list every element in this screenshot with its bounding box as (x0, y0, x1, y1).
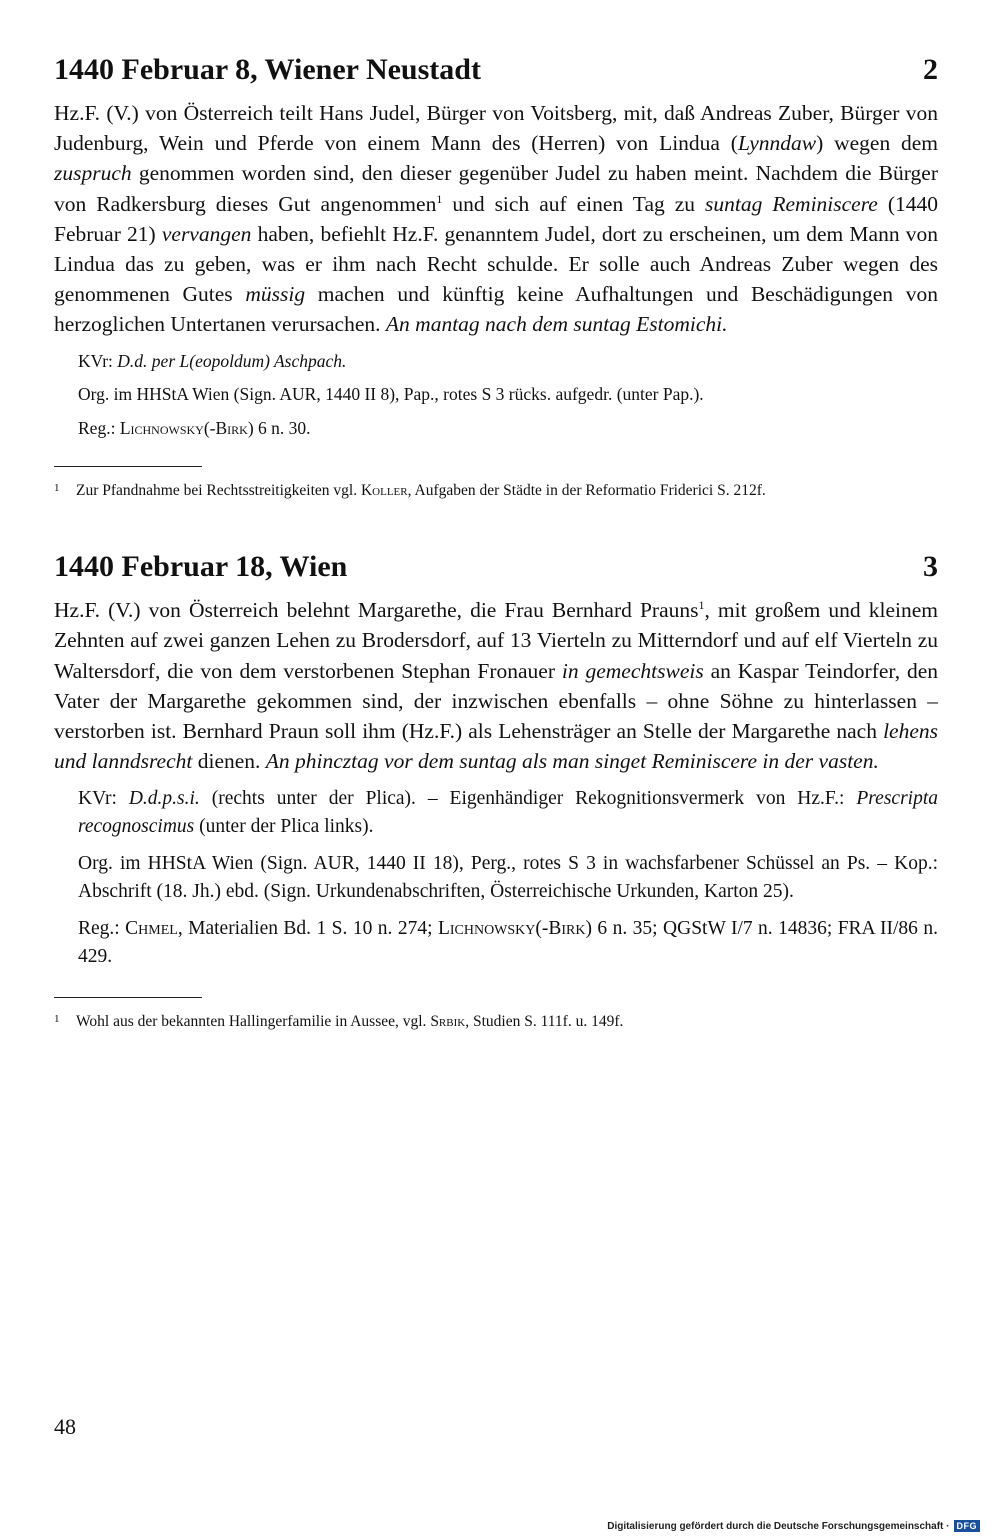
reg-rest: 6 n. 35; QGStW I/7 n. 14836; FRA II/86 n. 429. (78, 918, 938, 968)
text-run: An mantag nach dem suntag Estomichi. (385, 312, 728, 337)
kvr-label: KVr: (78, 788, 129, 810)
digitization-credit (607, 1520, 980, 1532)
text-run: ) wegen dem (816, 131, 939, 156)
text-run: in gemechtsweis (561, 658, 704, 683)
page-number: 48 (54, 1414, 76, 1439)
original-note: Org. im HHStA Wien (Sign. AUR, 1440 II 8), Pap., rotes S 3 rücks. aufgedr. (unter Pap.). (78, 384, 704, 405)
reg-rest: 6 n. 30. (253, 417, 311, 438)
entry-number: 3 (923, 550, 938, 584)
entry-heading (54, 52, 938, 88)
footnote-text (76, 1012, 938, 1032)
kvr-text: (rechts unter der Plica). – Eigenhändiger Rekognitionsvermerk von Hz.F.: (199, 788, 857, 810)
footnote (54, 481, 938, 501)
text-run: haben, befiehlt Hz.F. genanntem Judel, dort zu erscheinen, um dem Mann von Lindua das zu geben, was er ihm nach Recht schulde. Er solle auch Andreas Zuber wegen des genommenen Gutes (54, 221, 938, 307)
footnote-number: 1 (54, 1013, 60, 1026)
footnote-part: , Aufgaben der Städte in der Reformatio Friderici S. 212f. (407, 482, 766, 500)
entry-2 (54, 52, 938, 501)
text-run: vervangen (161, 221, 252, 246)
dfg-logo: DFG (954, 1520, 981, 1532)
reg-rest: , Materialien Bd. 1 S. 10 n. 274; (177, 918, 438, 940)
text-run: dienen. (192, 749, 266, 774)
entry-number: 2 (923, 53, 938, 86)
entry-heading (54, 549, 938, 585)
kvr-note (54, 785, 938, 841)
text-run: an Kaspar Teindorfer, den Vater der Margarethe gekommen sind, der inzwischen ebenfalls – ohne Söhne zu hinterlassen – verstorben ist. Bernhard Praun soll ihm (Hz.F.) als Lehensträger an Stelle der Margarethe nach (54, 658, 938, 743)
footnote-part: Zur Pfandnahme bei Rechtsstreitigkeiten vgl. (76, 482, 361, 500)
text-run: , mit großem und kleinem Zehnten auf zwei ganzen Lehen zu Brodersdorf, auf 13 Vierteln zu Mitterndorf und auf elf Vierteln zu Waltersdorf, die von dem verstorbenen Stephan Fronauer (54, 598, 938, 683)
footnote (54, 1012, 938, 1032)
reg-prefix: Reg.: (78, 918, 126, 940)
entry-date-place: 1440 Februar 18, Wien (54, 550, 348, 584)
kvr-text: D.d. per L(eopoldum) Aschpach. (117, 350, 347, 371)
kvr-text: (unter der Plica links). (194, 816, 374, 838)
footnote-divider (54, 997, 202, 998)
text-run: Hz.F. (V.) von Österreich belehnt Margarethe, die Frau Bernhard Prauns (54, 598, 699, 623)
footnote-text (76, 481, 938, 501)
entry-regest-text (54, 98, 938, 340)
text-run: An phincztag vor dem suntag als man singet Reminiscere in der vasten. (265, 749, 879, 774)
text-run: müssig (245, 282, 306, 307)
footnote-number: 1 (54, 482, 60, 495)
footnote-ref: 1 (698, 597, 705, 612)
credit-text: Digitalisierung gefördert durch die Deutsche Forschungsgemeinschaft · (607, 1520, 950, 1532)
document-page (54, 52, 938, 1032)
footnote-author: Koller (360, 482, 408, 500)
text-run: machen und künftig keine Aufhaltungen und Beschädigungen von herzoglichen Untertanen verursachen. (54, 282, 938, 337)
text-run: suntag Reminiscere (705, 191, 878, 216)
text-run: und sich auf einen Tag zu (442, 191, 706, 216)
entry-3 (54, 549, 938, 1032)
original-note: Org. im HHStA Wien (Sign. AUR, 1440 II 18), Perg., rotes S 3 in wachsfarbener Schüssel an Ps. – Kop.: Abschrift (18. Jh.) ebd. (Sign. Urkundenabschriften, Österreichische Urkunden, Karton 25). (78, 853, 938, 903)
footnote-part: , Studien S. 111f. u. 149f. (465, 1013, 624, 1031)
kvr-text: Prescripta recognoscimus (78, 788, 938, 838)
reg-prefix: Reg.: (78, 417, 120, 438)
entry-regest-text (54, 595, 938, 776)
regest-note (54, 915, 938, 971)
kvr-text: D.d.p.s.i. (128, 788, 200, 810)
footnote-divider (54, 466, 202, 467)
text-run: Lynndaw (737, 131, 817, 156)
footnote-author: Srbik (430, 1013, 466, 1031)
reg-author: Lichnowsky(-Birk) (437, 918, 592, 940)
reg-author: Lichnowsky(-Birk) (119, 417, 254, 438)
text-run: zuspruch (54, 161, 132, 186)
kvr-label: KVr: (78, 350, 113, 371)
entry-date-place: 1440 Februar 8, Wiener Neustadt (54, 53, 481, 86)
regest-note (54, 416, 938, 441)
text-run: (1440 Februar 21) (54, 191, 938, 246)
footnote-ref: 1 (436, 191, 443, 206)
text-run: genommen worden sind, den dieser gegenüber Judel zu haben meint. Nachdem die Bürger von Radkersburg dieses Gut angenommen (54, 161, 938, 216)
reg-author: Chmel (125, 918, 178, 940)
text-run: Hz.F. (V.) von Österreich teilt Hans Judel, Bürger von Voitsberg, mit, daß Andreas Zuber, Bürger von Judenburg, Wein und Pferde von einem Mann des (Herren) von Lindua ( (54, 101, 938, 156)
kvr-note (54, 349, 938, 374)
text-run: lehens und lanndsrecht (54, 718, 938, 774)
footnote-part: Wohl aus der bekannten Hallingerfamilie in Aussee, vgl. (76, 1013, 431, 1031)
